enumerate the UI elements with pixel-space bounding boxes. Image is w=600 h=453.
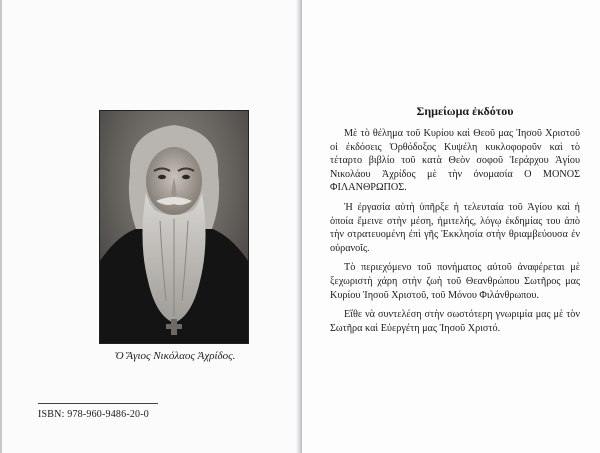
note-paragraph: Εἴθε νὰ συντελέση στὴν σωστότερη γνωριμία μας μὲ τὸν Σωτῆρα καὶ Εὐεργέτη μας Ἰησοῦ Χριστό. <box>330 309 580 334</box>
note-paragraph: Ἡ ἐργασία αὐτὴ ὑπῆρξε ἡ τελευταία τοῦ Ἁγίου καὶ ἡ ὁποία ἔμεινε στὴν μέση, ἡμιτελής, λόγῳ ἐκδημίας του ἀπὸ τὴν στρατευομένη ἐπὶ γῆς Ἐκκλησία στὴν θριαμβεύουσα ἐν οὐρανοῖς. <box>330 201 580 254</box>
portrait-caption: Ὁ Ἅγιος Νικόλαος Ἀχρίδος. <box>114 350 236 362</box>
note-paragraph: Μὲ τὸ θέλημα τοῦ Κυρίου καὶ Θεοῦ μας Ἰησοῦ Χριστοῦ οἱ ἐκδόσεις Ὀρθόδοξος Κυψέλη κυκλοφοροῦν καὶ τὸ τέταρτο βιβλίο τοῦ κατὰ Θεὸν σοφοῦ Ἱεράρχου Ἁγίου Νικολάου Ἀχρίδος μὲ τὴν ὀνομασία Ο ΜΟΝΟΣ ΦΙΛΑΝΘΡΩΠΟΣ. <box>330 128 580 194</box>
publisher-note-title: Σημείωμα ἐκδότου <box>416 104 514 118</box>
isbn-text: ISBN: 978-960-9486-20-0 <box>38 409 149 420</box>
divider <box>38 403 158 404</box>
publisher-note-body <box>330 127 580 341</box>
portrait-image <box>99 110 249 344</box>
note-paragraph: Τὸ περιεχόμενο τοῦ πονήματος αὐτοῦ ἀναφέρεται μὲ ξεχωριστὴ χάρη στὴν ζωὴ τοῦ Θεανθρώπου Σωτῆρος μας Κυρίου Ἰησοῦ Χριστοῦ, τοῦ Μόνου Φιλάνθρωπου. <box>330 262 580 301</box>
saint-portrait <box>100 111 248 343</box>
